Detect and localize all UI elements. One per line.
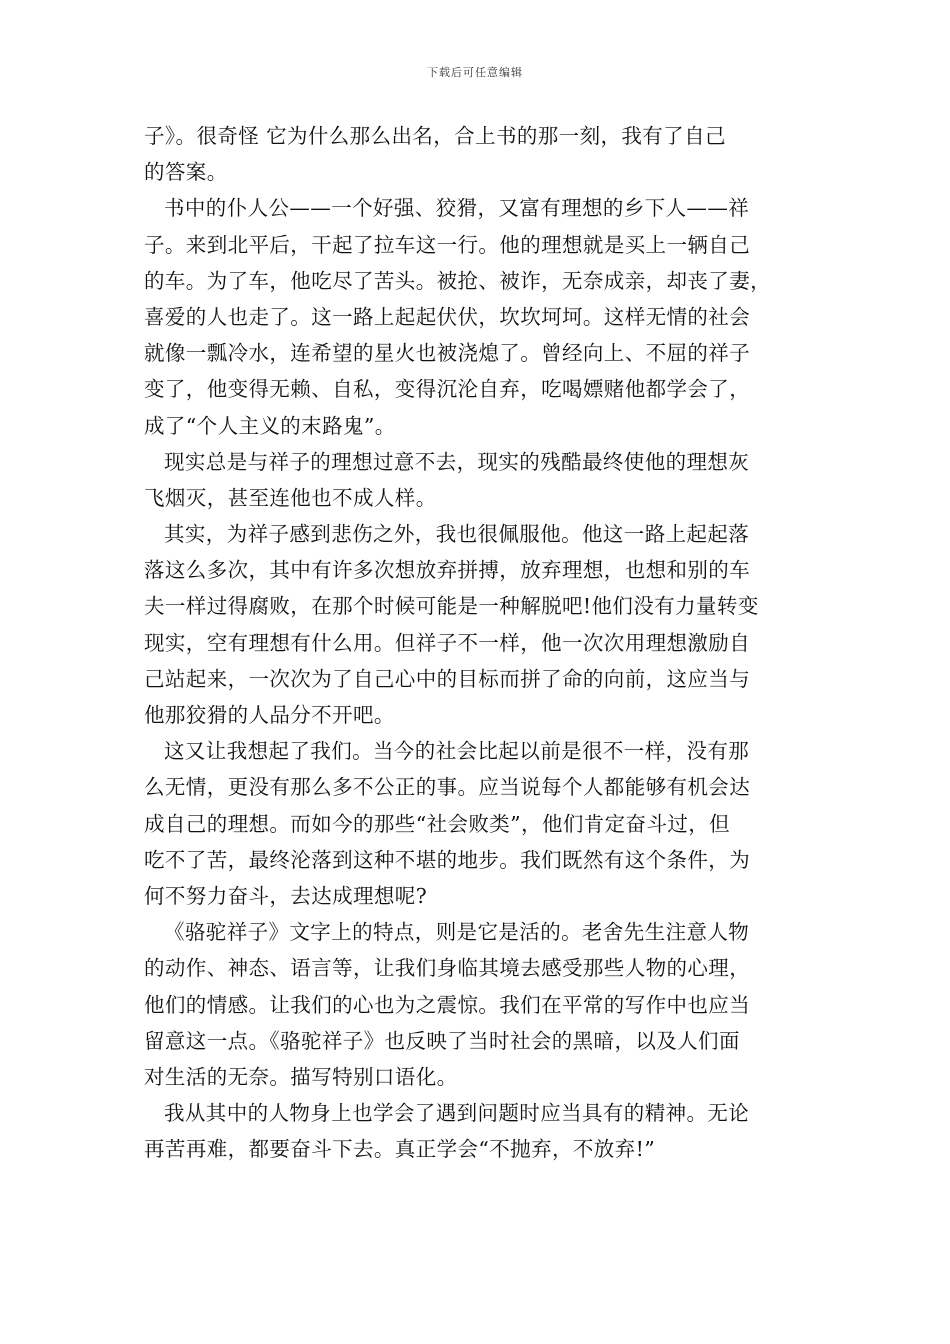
text-line: 留意这一点。《骆驼祥子》也反映了当时社会的黑暗，以及人们面 bbox=[144, 1028, 740, 1053]
page-header: 下载后可任意编辑 bbox=[427, 66, 523, 79]
text-line: 这又让我想起了我们。当今的社会比起以前是很不一样，没有那 bbox=[164, 739, 750, 764]
paragraph bbox=[144, 516, 809, 733]
text-line: 落这么多次，其中有许多次想放弃拼搏，放弃理想，也想和别的车 bbox=[144, 558, 751, 583]
text-line: 现实总是与祥子的理想过意不去，现实的残酷最终使他的理想灰 bbox=[164, 449, 750, 474]
text-line: 其实，为祥子感到悲伤之外，我也很佩服他。他这一路上起起落 bbox=[164, 522, 750, 547]
paragraph bbox=[144, 118, 809, 190]
text-line: 的动作、神态、语言等，让我们身临其境去感受那些人物的心理， bbox=[144, 956, 751, 981]
paragraph bbox=[144, 190, 809, 443]
text-line: 再苦再难，都要奋斗下去。真正学会“不抛弃，不放弃!” bbox=[144, 1137, 656, 1162]
paragraph bbox=[144, 914, 809, 1095]
text-line: 己站起来，一次次为了自己心中的目标而拼了命的向前，这应当与 bbox=[144, 666, 751, 691]
text-line: 成自己的理想。而如今的那些“社会败类”，他们肯定奋斗过，但 bbox=[144, 811, 731, 836]
text-line: 的答案。 bbox=[144, 160, 228, 185]
text-line: 成了“个人主义的末路鬼”。 bbox=[144, 413, 396, 438]
text-line: 《骆驼祥子》文字上的特点，则是它是活的。老舍先生注意人物 bbox=[164, 920, 750, 945]
text-line: 子》。很奇怪 它为什么那么出名，合上书的那一刻，我有了自己 bbox=[144, 124, 726, 148]
text-line: 书中的仆人公——一个好强、狡猾，又富有理想的乡下人——祥 bbox=[164, 196, 750, 221]
text-line: 何不努力奋斗，去达成理想呢? bbox=[144, 883, 428, 908]
paragraph bbox=[144, 1095, 809, 1167]
text-line: 子。来到北平后，干起了拉车这一行。他的理想就是买上一辆自己 bbox=[144, 232, 751, 257]
text-line: 他们的情感。让我们的心也为之震惊。我们在平常的写作中也应当 bbox=[144, 992, 751, 1017]
text-line: 对生活的无奈。描写特别口语化。 bbox=[144, 1064, 458, 1089]
text-line: 现实，空有理想有什么用。但祥子不一样，他一次次用理想激励自 bbox=[144, 630, 751, 655]
text-line: 飞烟灭，甚至连他也不成人样。 bbox=[144, 485, 437, 510]
text-line: 的车。为了车，他吃尽了苦头。被抢、被诈，无奈成亲，却丧了妻， bbox=[144, 268, 771, 293]
text-line: 喜爱的人也走了。这一路上起起伏伏，坎坎坷坷。这样无情的社会 bbox=[144, 304, 751, 329]
document-body bbox=[144, 118, 809, 1167]
text-line: 夫一样过得腐败，在那个时候可能是一种解脱吧!他们没有力量转变 bbox=[144, 594, 759, 619]
paragraph bbox=[144, 444, 809, 516]
paragraph bbox=[144, 733, 809, 914]
text-line: 变了，他变得无赖、自私，变得沉沦自弃，吃喝嫖赌他都学会了， bbox=[144, 377, 751, 402]
text-line: 吃不了苦，最终沦落到这种不堪的地步。我们既然有这个条件，为 bbox=[144, 847, 751, 872]
text-line: 么无情，更没有那么多不公正的事。应当说每个人都能够有机会达 bbox=[144, 775, 751, 800]
text-line: 我从其中的人物身上也学会了遇到问题时应当具有的精神。无论 bbox=[164, 1101, 750, 1126]
text-line: 就像一瓢冷水，连希望的星火也被浇熄了。曾经向上、不屈的祥子 bbox=[144, 341, 751, 366]
text-line: 他那狡猾的人品分不开吧。 bbox=[144, 703, 395, 727]
